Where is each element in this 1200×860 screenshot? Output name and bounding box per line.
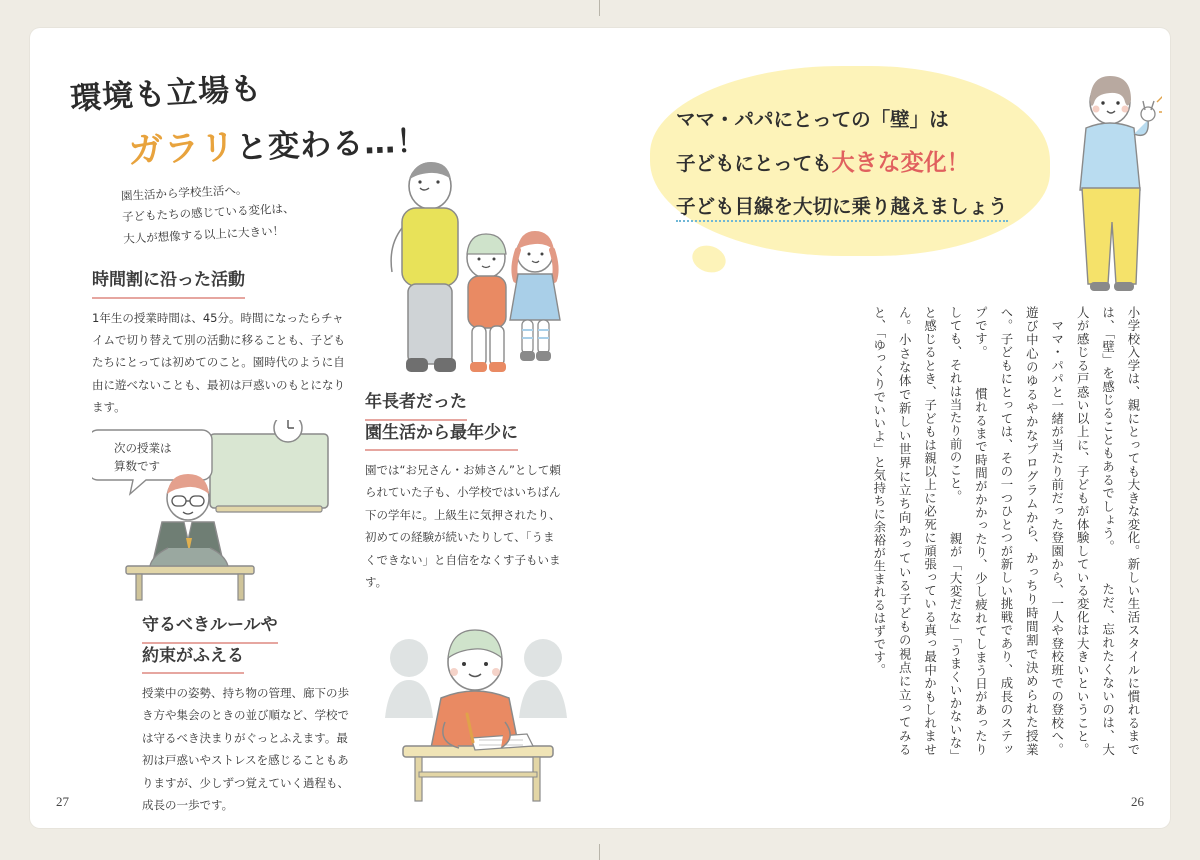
illustration-pupil-desk	[375, 606, 580, 811]
illustration-family	[368, 158, 578, 393]
section-youngest-heading	[365, 390, 565, 451]
section-youngest-body: 園では“お兄さん・お姉さん”として頼られていた子も、小学校ではいちばん下の学年に。上級生に気押されたり、初めての経験が続いたりして、「うまくできない」と自信をなくす子もいます。	[365, 463, 561, 590]
teacher-speech-line-1: 次の授業は	[114, 441, 172, 455]
section-rules-heading	[142, 613, 357, 674]
section-rules	[142, 613, 357, 817]
lead-line-3: 大人が想像する以上に大きい！	[122, 223, 285, 246]
section-rules-body: 授業中の姿勢、持ち物の管理、廊下の歩き方や集会のときの並び順など、学校では守るべき決まりがぐっとふえます。最初は戸惑いやストレスを感じることもありますが、少しずつ覚えていく過程も、成長の一歩です。	[142, 686, 349, 813]
section-rules-heading-line2: 約束がふえる	[142, 644, 244, 675]
lead-paragraph	[120, 174, 353, 250]
bubble-line-1: ママ・パパにとっての「壁」は	[676, 108, 949, 131]
bubble-line-2	[676, 140, 1056, 187]
teacher-speech-line-2: 算数です	[114, 459, 160, 473]
section-rules-heading-line1: 守るべきルールや	[142, 613, 278, 644]
bubble-line-3-text: 子ども目線を大切に乗り越えましょう	[676, 195, 1008, 222]
folio-right: 26	[1131, 794, 1144, 809]
lead-line-2: 子どもたちの感じている変化は、	[121, 201, 295, 225]
folio-left: 27	[56, 794, 69, 809]
page-left	[30, 28, 600, 828]
bubble-line-3	[676, 187, 1056, 227]
body-text-vertical: 小学校入学は、親にとっても大きな変化。新しい生活スタイルに慣れるまでは、「壁」を感じることもあるでしょう。 ただ、忘れたくないのは、大人が感じる戸惑い以上に、子どもが体験している変化は大きいということ。 ママ・パパと一緒が当たり前だった登園から、一人や登校班での登校へ。遊び中心のゆるやかなプログラムから、かっちり時間割で決められた授業へ。子どもにとっては、その一つひとつが新しい挑戦であり、成長のステップです。 慣れるまで時間がかかったり、少し疲れてしまう日があったりしても、それは当たり前のこと。 親が「大変だな」「うまくいかないな」と感じるとき、子どもは親以上に必死に頑張っている真っ最中かもしれません。小さな体で新しい世界に立ち向かっている子どもの視点に立ってみると、「ゆっくりでいいよ」と気持ちに余裕が生まれるはずです。	[871, 306, 1141, 756]
callout-bubble-text	[676, 100, 1056, 227]
page-headline	[69, 68, 470, 172]
section-timetable-body: 1年生の授業時間は、45分。時間になったらチャイムで切り替えて別の活動に移ることも、子どもたちにとっては初めてのこと。園時代のように自由に遊べないことも、最初は戸惑いのもとになります。	[92, 310, 345, 415]
section-timetable	[92, 268, 347, 419]
headline-accent-text: ガラリ	[127, 127, 237, 172]
page-right	[600, 28, 1170, 828]
section-youngest	[365, 390, 565, 594]
bubble-line-2-a: 子どもにとっても	[676, 151, 832, 175]
section-youngest-heading-line1: 年長者だった	[365, 390, 467, 421]
section-youngest-heading-line2: 園生活から最年少に	[365, 421, 518, 452]
illustration-teacher	[92, 420, 342, 605]
bubble-line-2-b: 大きな変化！	[831, 149, 970, 176]
magazine-spread	[30, 28, 1170, 828]
headline-line-1: 環境も立場も	[69, 70, 264, 118]
section-timetable-heading	[92, 268, 347, 299]
headline-line-2-tail: と変わる…！	[235, 123, 429, 167]
lead-line-1: 園生活から学校生活へ。	[120, 182, 248, 204]
section-timetable-heading-text: 時間割に沿った活動	[92, 268, 245, 299]
